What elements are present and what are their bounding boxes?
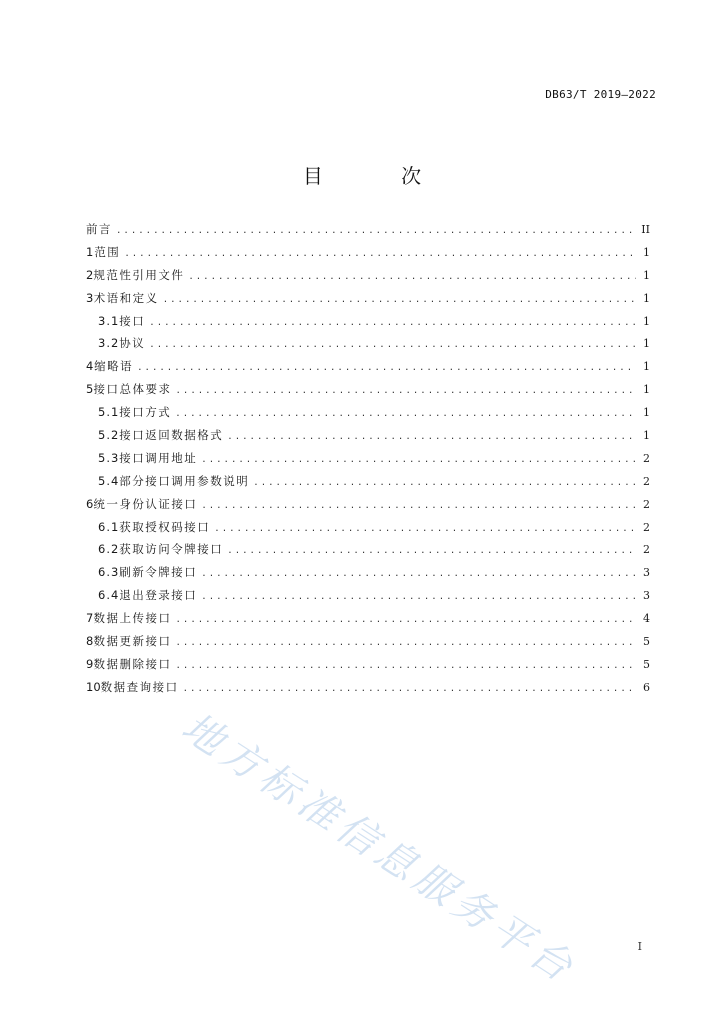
- toc-entry-label: 规范性引用文件: [93, 267, 185, 282]
- toc-entry-label: 数据查询接口: [100, 679, 179, 694]
- toc-entry-number: 6.2: [98, 542, 120, 557]
- toc-entry-number: 3.1: [98, 313, 120, 328]
- toc-entry-number: 7: [86, 611, 94, 626]
- toc-entry-number: 6: [86, 496, 94, 511]
- toc-entry[interactable]: [86, 653, 650, 676]
- toc-entry-page: 1: [643, 360, 650, 374]
- toc-entry-page: 2: [643, 543, 650, 557]
- toc-dot-leader: [175, 632, 636, 655]
- toc-entry-label: 退出登录接口: [119, 588, 198, 603]
- toc-dot-leader: [201, 449, 636, 472]
- toc-entry[interactable]: [86, 310, 650, 333]
- toc-entry-page: 1: [643, 245, 650, 259]
- toc-entry[interactable]: [86, 470, 650, 493]
- toc-entry-page: 5: [643, 635, 650, 649]
- toc-entry-label: 范围: [94, 244, 121, 259]
- toc-dot-leader: [227, 540, 636, 563]
- toc-dot-leader: [116, 220, 636, 243]
- toc-entry-label: 接口方式: [119, 405, 172, 420]
- toc-entry-page: 2: [643, 451, 650, 465]
- page-number: I: [637, 940, 642, 953]
- toc-dot-leader: [214, 518, 636, 541]
- toc-entry-page: 2: [643, 520, 650, 534]
- toc-dot-leader: [149, 334, 636, 357]
- toc-entry-label: 数据删除接口: [93, 656, 172, 671]
- toc-entry-number: 5.2: [98, 428, 120, 443]
- toc-title: 目 次: [302, 164, 458, 188]
- toc-entry-label: 接口调用地址: [119, 450, 198, 465]
- toc-dot-leader: [175, 380, 636, 403]
- toc-dot-leader: [175, 655, 636, 678]
- toc-entry-page: 1: [643, 337, 650, 351]
- toc-entry-page: II: [641, 223, 650, 236]
- toc-entry-label: 协议: [119, 336, 146, 351]
- toc-dot-leader: [201, 495, 636, 518]
- toc-dot-leader: [201, 586, 636, 609]
- toc-entry[interactable]: [86, 332, 650, 355]
- toc-entry-label: 刷新令牌接口: [119, 565, 198, 580]
- toc-entry[interactable]: [86, 218, 650, 241]
- toc-entry-label: 接口返回数据格式: [119, 428, 224, 443]
- toc-entry-page: 3: [643, 589, 650, 603]
- toc-entry-number: 3.2: [98, 336, 120, 351]
- toc-entry-number: 3: [86, 290, 94, 305]
- toc-entry-label: 数据上传接口: [93, 611, 172, 626]
- toc-entry-page: 4: [643, 612, 650, 626]
- toc-entry-number: 6.3: [98, 565, 120, 580]
- toc-entry-number: 6.1: [98, 519, 120, 534]
- toc-entry[interactable]: [86, 241, 650, 264]
- toc-entry-page: 3: [643, 566, 650, 580]
- toc-dot-leader: [188, 266, 636, 289]
- toc-entry-page: 1: [643, 291, 650, 305]
- toc-entry-page: 2: [643, 474, 650, 488]
- toc-entry-number: 9: [86, 656, 94, 671]
- toc-dot-leader: [137, 357, 636, 380]
- toc-entry[interactable]: [86, 538, 650, 561]
- toc-entry[interactable]: [86, 607, 650, 630]
- toc-entry-page: 1: [643, 383, 650, 397]
- toc-entry-label: 部分接口调用参数说明: [119, 473, 250, 488]
- toc-entry-number: 5: [86, 382, 94, 397]
- toc-entry[interactable]: [86, 493, 650, 516]
- toc-entry-number: 8: [86, 634, 94, 649]
- watermark: 地方标准信息服务平台: [173, 704, 585, 994]
- toc-entry-number: 10: [86, 679, 101, 694]
- toc-dot-leader: [149, 312, 636, 335]
- toc-dot-leader: [175, 403, 636, 426]
- toc-entry-page: 1: [643, 406, 650, 420]
- toc-entry[interactable]: [86, 264, 650, 287]
- toc-entry-number: 1: [86, 244, 94, 259]
- toc-entry-page: 1: [643, 268, 650, 282]
- toc-entry-page: 1: [643, 314, 650, 328]
- toc-entry[interactable]: [86, 287, 650, 310]
- toc-entry-number: 5.1: [98, 405, 120, 420]
- toc-dot-leader: [163, 289, 636, 312]
- toc-dot-leader: [124, 243, 636, 266]
- toc-entry-label: 缩略语: [94, 359, 134, 374]
- table-of-contents: [86, 218, 650, 699]
- toc-entry[interactable]: [86, 355, 650, 378]
- toc-entry-label: 术语和定义: [93, 290, 159, 305]
- toc-entry-label: 统一身份认证接口: [93, 496, 198, 511]
- toc-entry-label: 接口: [119, 313, 146, 328]
- document-code: DB63/T 2019—2022: [545, 88, 656, 101]
- toc-entry[interactable]: [86, 424, 650, 447]
- toc-entry-page: 1: [643, 429, 650, 443]
- toc-entry-label: 获取授权码接口: [119, 519, 211, 534]
- toc-entry-page: 5: [643, 657, 650, 671]
- toc-entry[interactable]: [86, 676, 650, 699]
- toc-entry[interactable]: [86, 447, 650, 470]
- toc-entry-label: 获取访问令牌接口: [119, 542, 224, 557]
- toc-entry[interactable]: [86, 516, 650, 539]
- toc-entry-number: 5.3: [98, 450, 120, 465]
- toc-entry-label: 接口总体要求: [93, 382, 172, 397]
- toc-entry[interactable]: [86, 630, 650, 653]
- toc-entry-page: 6: [643, 680, 650, 694]
- toc-entry[interactable]: [86, 378, 650, 401]
- toc-dot-leader: [227, 426, 636, 449]
- toc-dot-leader: [175, 609, 636, 632]
- toc-entry-number: 4: [86, 359, 94, 374]
- toc-entry-number: 2: [86, 267, 94, 282]
- toc-entry-page: 2: [643, 497, 650, 511]
- toc-entry-number: 5.4: [98, 473, 120, 488]
- toc-entry[interactable]: [86, 561, 650, 584]
- toc-entry-label: 前言: [86, 222, 112, 236]
- toc-entry-label: 数据更新接口: [93, 634, 172, 649]
- toc-entry-number: 6.4: [98, 588, 120, 603]
- toc-entry[interactable]: [86, 401, 650, 424]
- toc-dot-leader: [253, 472, 636, 495]
- toc-dot-leader: [183, 678, 636, 701]
- toc-dot-leader: [201, 563, 636, 586]
- toc-entry[interactable]: [86, 584, 650, 607]
